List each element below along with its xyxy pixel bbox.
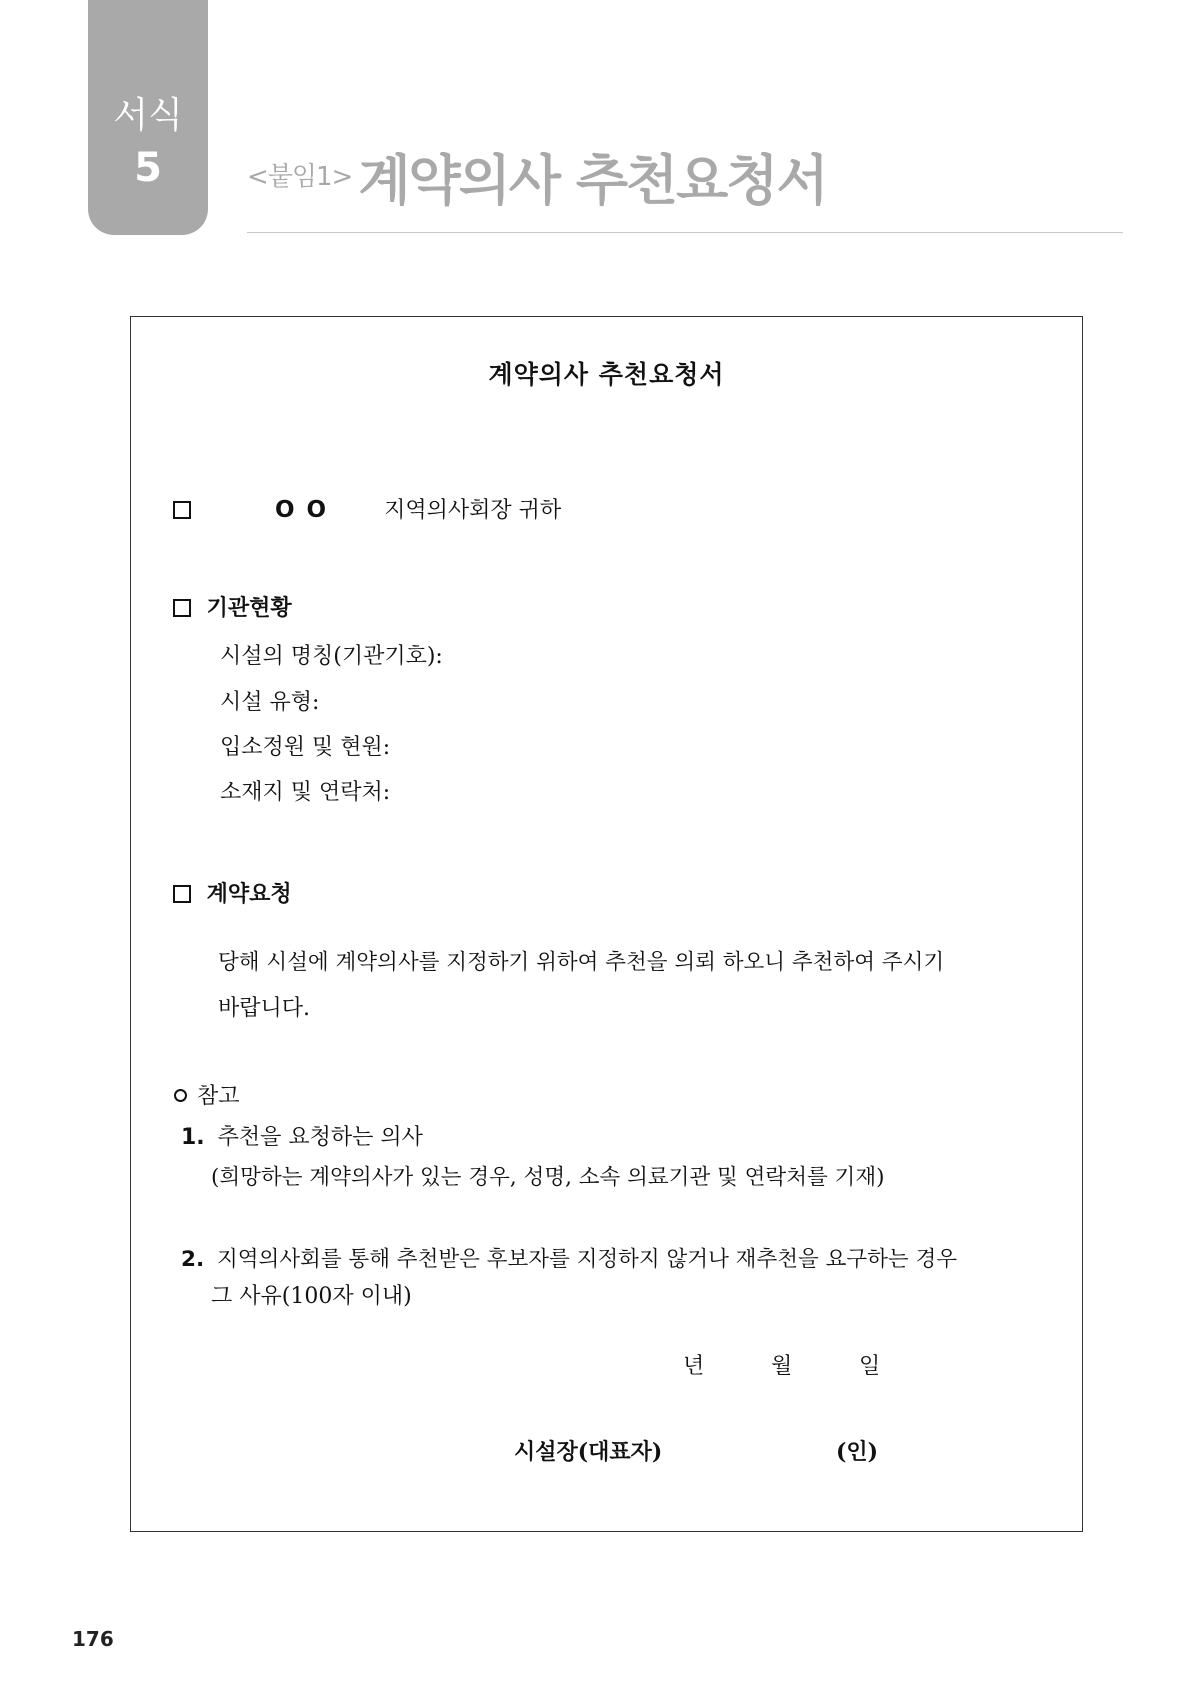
checkbox-request[interactable] [173,885,191,903]
recipient-text: 지역의사회장 귀하 [384,498,562,523]
form-tab-label: 서식 [113,95,183,136]
form-number-tab [88,0,208,235]
circle-bullet-icon [174,1089,187,1102]
note-2-line2: 그 사유(100자 이내) [211,1284,412,1309]
request-form [130,316,1083,1532]
notes-heading-text: 참고 [197,1084,240,1109]
notes-heading [174,1079,240,1110]
field-facility-type: 시설 유형: [220,690,320,715]
checkbox-institution[interactable] [173,599,191,617]
note-item-1 [181,1120,423,1151]
page-title [247,138,827,215]
note-item-2 [181,1242,957,1273]
field-facility-name: 시설의 명칭(기관기호): [220,644,443,669]
note-1-line1: 추천을 요청하는 의사 [217,1125,423,1150]
date-month-label: 월 [771,1354,793,1379]
request-body-line2: 바랍니다. [218,996,311,1021]
note-1-line2: (희망하는 계약의사가 있는 경우, 성명, 소속 의료기관 및 연락처를 기재) [211,1165,885,1190]
institution-heading-text: 기관현황 [206,595,292,621]
note-2-number: 2. [181,1247,205,1272]
note-2-line1: 지역의사회를 통해 추천받은 후보자를 지정하지 않거나 재추천을 요구하는 경우 [216,1247,958,1272]
recipient-line [173,493,561,524]
request-body-line1: 당해 시설에 계약의사를 지정하기 위하여 추천을 의뢰 하오니 추천하여 주시기 [218,950,945,975]
field-capacity: 입소정원 및 현원: [220,735,391,760]
checkbox-recipient[interactable] [173,501,191,519]
field-address-contact: 소재지 및 연락처: [220,780,391,805]
date-day-label: 일 [859,1354,881,1379]
institution-heading [173,591,292,622]
page-number: 176 [72,1627,114,1651]
form-tab-number: 5 [134,145,162,191]
signature-label: 시설장(대표자) [514,1439,663,1465]
note-1-number: 1. [181,1125,205,1150]
page-title-text: 계약의사 추천요청서 [358,149,827,212]
attachment-tag: <붙임1> [247,162,353,192]
header-divider [247,232,1123,233]
form-title: 계약의사 추천요청서 [488,360,725,389]
region-placeholder: O O [275,497,329,523]
request-heading [173,877,292,908]
signature-seal: (인) [836,1439,879,1465]
date-year-label: 년 [683,1354,705,1379]
request-heading-text: 계약요청 [206,881,292,907]
